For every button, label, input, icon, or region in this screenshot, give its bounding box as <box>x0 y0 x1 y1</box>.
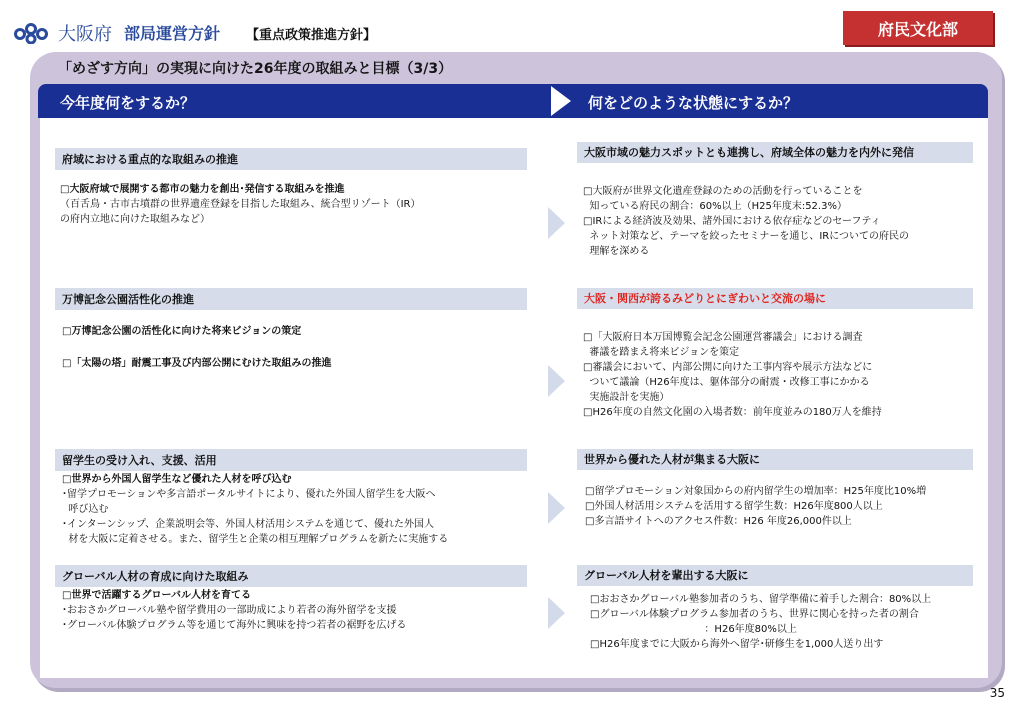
section-1-left-text <box>60 182 421 227</box>
text-line: 呼び込む <box>62 504 109 515</box>
text-line: 審議を踏まえ将来ビジョンを策定 <box>583 347 740 358</box>
text-line: □「太陽の塔」耐震工事及び内部公開にむけた取組みの推進 <box>62 358 332 369</box>
page-number: 35 <box>989 686 1005 700</box>
text-line: 知っている府民の割合：60%以上（H25年度末:52.3%） <box>583 201 847 212</box>
section-1-right-title: 大阪市域の魅力スポットとも連携し、府域全体の魅力を内外に発信 <box>577 142 973 163</box>
section-3-right-text <box>585 484 926 529</box>
text-line: □審議会において、内部公開に向けた工事内容や展示方法などに <box>583 362 873 373</box>
text-line: □留学プロモーション対象国からの府内留学生の増加率：H25年度比10%増 <box>585 486 927 497</box>
section-4-left-text <box>62 588 406 633</box>
section-2-right-title: 大阪・関西が誇るみどりとにぎわいと交流の場に <box>577 288 973 309</box>
text-line: □「大阪府日本万国博覧会記念公園運営審議会」における調査 <box>583 332 863 343</box>
section-2-left-text <box>62 324 331 371</box>
section-3-right-title: 世界から優れた人材が集まる大阪に <box>577 449 973 470</box>
text-line: □世界から外国人留学生など優れた人材を呼び込む <box>62 474 292 485</box>
heading-arrow-icon <box>551 86 571 116</box>
section-3-left-title: 留学生の受け入れ、支援、活用 <box>55 449 527 471</box>
text-line: ･留学プロモーションや多言語ポータルサイトにより、優れた外国人留学生を大阪へ <box>62 489 436 500</box>
text-line: □H26年度の自然文化園の入場者数：前年度並みの180万人を維持 <box>583 407 882 418</box>
text-line: の府内立地に向けた取組みなど） <box>60 214 210 225</box>
text-line: ･おおさかグローバル塾や留学費用の一部助成により若者の海外留学を支援 <box>62 605 397 616</box>
text-line: □H26年度までに大阪から海外へ留学･研修生を1,000人送り出す <box>590 639 884 650</box>
text-line: □グローバル体験プログラム参加者のうち、世界に関心を持った者の割合 <box>590 609 919 620</box>
panel-title: 「めざす方向」の実現に向けた26年度の取組みと目標（3/3） <box>58 61 453 77</box>
section-2-arrow-icon <box>548 365 565 397</box>
left-column-heading: 今年度何をするか？ <box>60 94 196 112</box>
text-line: （百舌鳥・古市古墳群の世界遺産登録を目指した取組み、統合型リゾート（IR） <box>60 199 421 210</box>
section-4-left-title: グローバル人材の育成に向けた取組み <box>55 565 527 587</box>
text-line: ･グローバル体験プログラム等を通じて海外に興味を持つ若者の裾野を広げる <box>62 620 407 631</box>
section-4-right-text <box>590 592 931 652</box>
text-line: □外国人材活用システムを活用する留学生数：H26年度800人以上 <box>585 501 883 512</box>
text-line: 材を大阪に定着させる。また、留学生と企業の相互理解プログラムを新たに実施する <box>62 534 449 545</box>
section-4-arrow-icon <box>548 597 565 629</box>
text-line: □大阪府域で展開する都市の魅力を創出･発信する取組みを推進 <box>60 184 345 195</box>
text-line: □世界で活躍するグローバル人材を育てる <box>62 590 251 601</box>
text-line: 実施設計を実施） <box>583 392 670 403</box>
section-1-right-text <box>583 184 909 259</box>
text-line: □万博記念公園の活性化に向けた将来ビジョンの策定 <box>62 326 302 337</box>
section-4-right-title: グローバル人材を輩出する大阪に <box>577 565 973 586</box>
text-line: □大阪府が世界文化遺産登録のための活動を行っていることを <box>583 186 863 197</box>
osaka-logo-icon <box>14 22 54 44</box>
section-3-arrow-icon <box>548 492 565 524</box>
section-2-right-text <box>583 330 882 420</box>
section-1-arrow-icon <box>548 207 565 239</box>
department-badge: 府民文化部 <box>843 11 993 45</box>
policy-title: 部局運営方針 <box>124 24 221 43</box>
text-line: ･インターンシップ、企業説明会等、外国人材活用システムを通じて、優れた外国人 <box>62 519 434 530</box>
section-1-left-title: 府域における重点的な取組みの推進 <box>55 148 527 170</box>
text-line: □多言語サイトへのアクセス件数：H26 年度26,000件以上 <box>585 516 852 527</box>
text-line: □IRによる経済波及効果、諸外国における依存症などのセーフティ <box>583 216 881 227</box>
text-line: ネット対策など、テーマを絞ったセミナーを通じ、IRについての府民の <box>583 231 910 242</box>
text-line: ：H26年度80%以上 <box>590 624 797 635</box>
text-line: 理解を深める <box>583 246 650 257</box>
org-name: 大阪府 <box>58 24 112 45</box>
section-3-left-text <box>62 472 448 547</box>
right-column-heading: 何をどのような状態にするか？ <box>588 94 799 112</box>
text-line: ついて議論（H26年度は、躯体部分の耐震・改修工事にかかる <box>583 377 870 388</box>
text-line: □おおさかグローバル塾参加者のうち、留学準備に着手した割合：80%以上 <box>590 594 932 605</box>
focus-label: 【重点政策推進方針】 <box>246 28 377 43</box>
section-2-left-title: 万博記念公園活性化の推進 <box>55 288 527 310</box>
